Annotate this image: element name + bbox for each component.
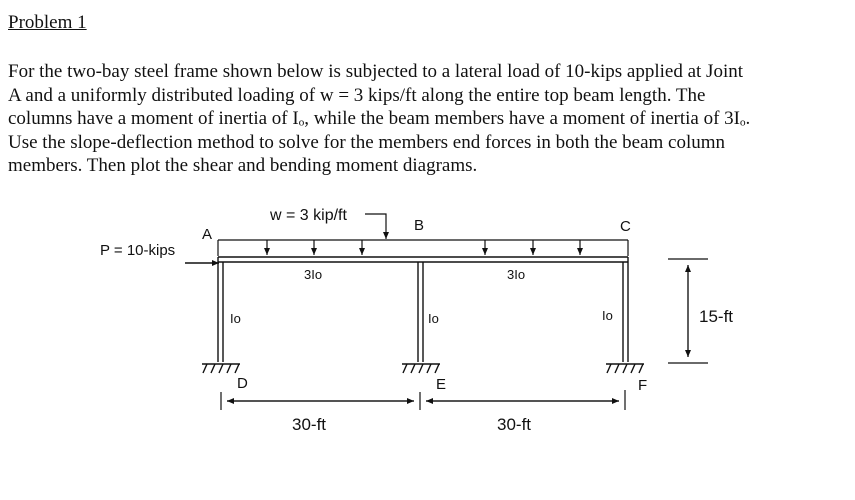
- joint-e-label: E: [436, 376, 447, 393]
- fixed-support-e: [402, 364, 440, 373]
- beam-bc-inertia-label: 3Io: [507, 267, 526, 282]
- beam-ab-inertia-label: 3Io: [304, 267, 323, 282]
- joint-d-label: D: [237, 375, 248, 392]
- column-be-inertia-label: Io: [428, 311, 439, 326]
- problem-line-2: A and a uniformly distributed loading of w = 3 kips/ft along the entire top beam length. The: [8, 84, 706, 106]
- load-leader-arrow: [365, 214, 386, 239]
- span-ab-label: 30-ft: [292, 415, 327, 434]
- span-dimension: [221, 390, 625, 410]
- joint-b-label: B: [414, 217, 425, 234]
- frame-members: [218, 257, 628, 362]
- problem-title: Problem 1: [8, 12, 87, 33]
- fixed-support-d: [202, 364, 240, 373]
- point-load-label: P = 10-kips: [100, 242, 176, 259]
- problem-line-3: columns have a moment of inertia of Iₒ, while the beam members have a moment of inertia of 3Iₒ.: [8, 108, 751, 129]
- problem-line-4: Use the slope-deflection method to solve for the members end forces in both the beam column: [8, 131, 726, 153]
- joint-a-label: A: [202, 226, 213, 243]
- column-ad-inertia-label: Io: [230, 311, 241, 326]
- fixed-support-f: [606, 364, 644, 373]
- height-label: 15-ft: [699, 307, 734, 326]
- column-cf-inertia-label: Io: [602, 308, 613, 323]
- problem-line-1: For the two-bay steel frame shown below is subjected to a lateral load of 10-kips applied at Joint: [8, 61, 744, 82]
- problem-line-5: members. Then plot the shear and bending moment diagrams.: [8, 155, 478, 176]
- joint-c-label: C: [620, 218, 631, 235]
- load-label: w = 3 kip/ft: [270, 207, 347, 224]
- span-bc-label: 30-ft: [497, 415, 532, 434]
- distributed-load: [218, 240, 628, 256]
- joint-f-label: F: [638, 377, 648, 394]
